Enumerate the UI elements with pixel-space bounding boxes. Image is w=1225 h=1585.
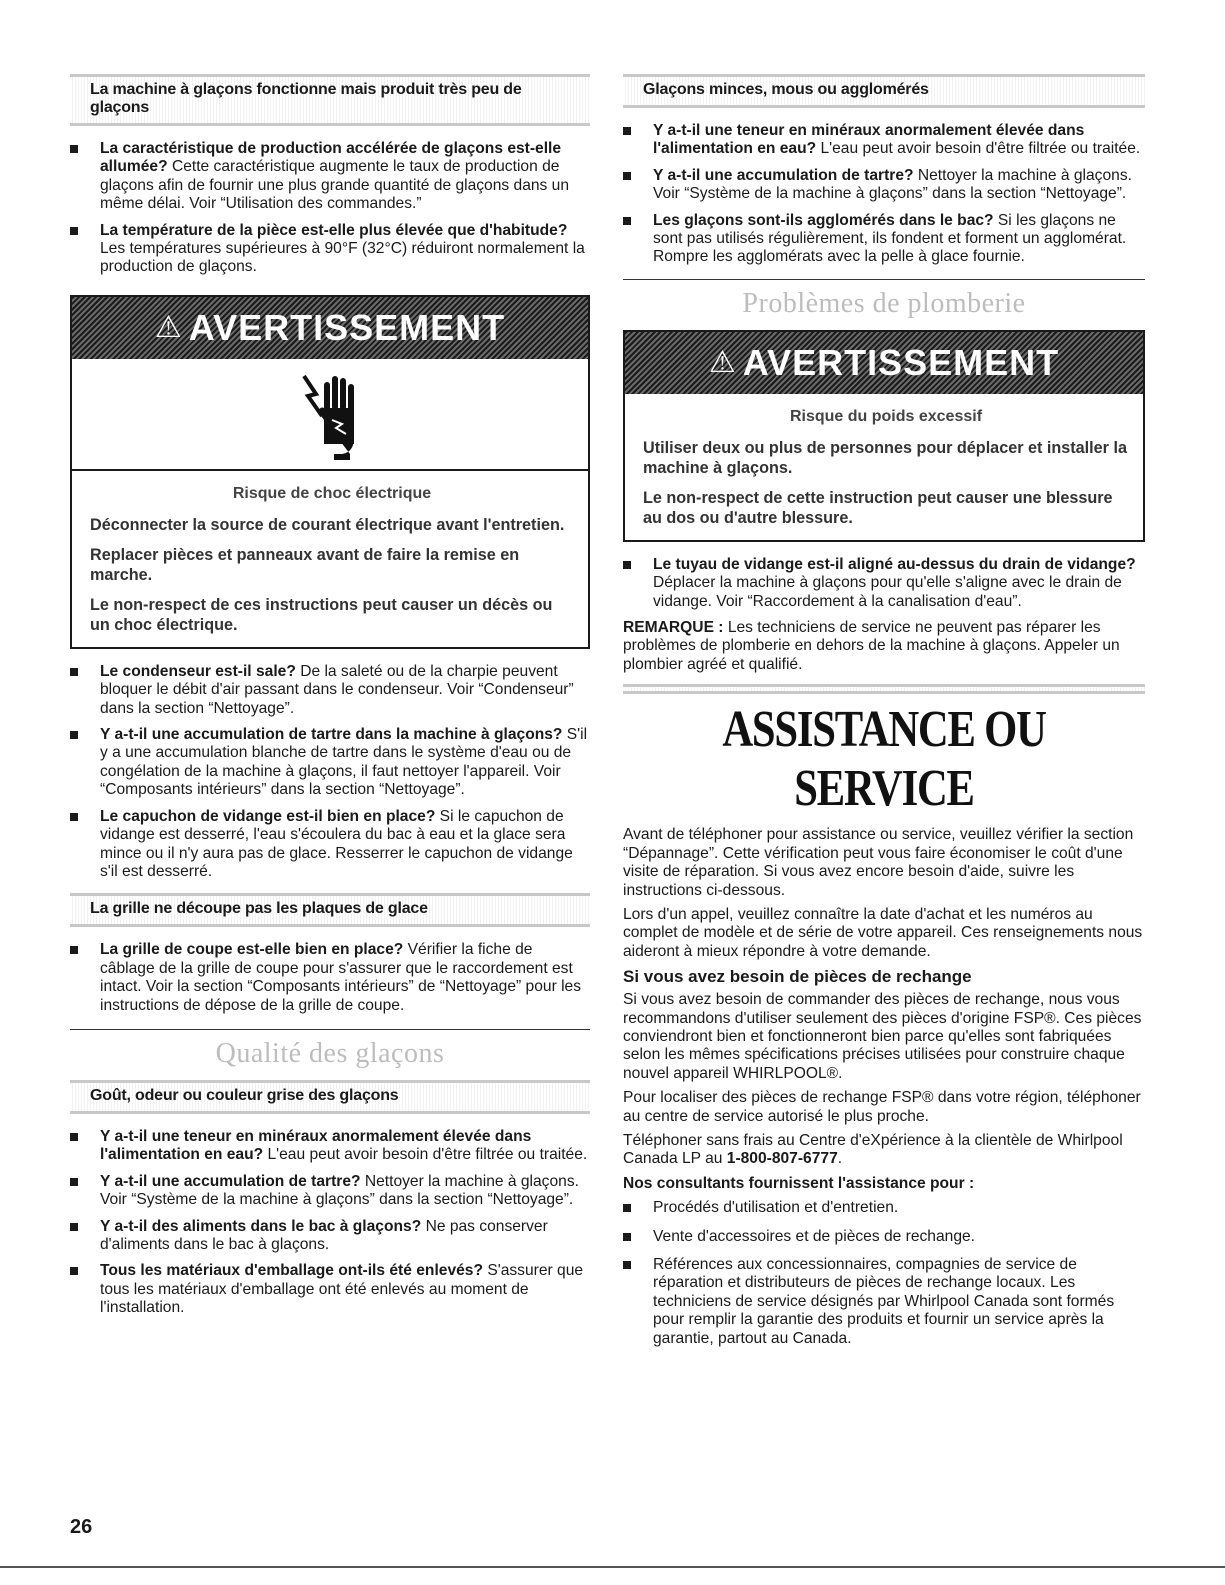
list-item — [70, 1262, 590, 1317]
bullet-square-icon — [70, 1223, 78, 1231]
subhead-band — [70, 74, 590, 126]
list-item — [623, 212, 1145, 267]
item-question: Le condenseur est-il sale? — [100, 662, 296, 680]
warning-triangle-icon: ⚠ — [154, 311, 183, 345]
warning-line: Le non-respect de ces instructions peut causer un décès ou un choc électrique. — [90, 595, 553, 634]
heading-parts: Si vous avez besoin de pièces de rechange — [623, 967, 972, 987]
paragraph: Si vous avez besoin de commander des pièces de rechange, nous vous recommandons d'utiliser seulement des pièces d'origine FSP®. Ces pièces conviendront bien et fonctionneront bien parce qu'elles sont fabriquées selon les mêmes spécifications précises utilisées pour construire chaque nouvel appareil WHIRLPOOL®. — [623, 991, 1142, 1082]
bullet-square-icon — [70, 668, 78, 676]
bullet-square-icon — [70, 1178, 78, 1186]
warning-header — [72, 297, 588, 359]
warning-line: Replacer pièces et panneaux avant de faire la remise en marche. — [90, 545, 520, 584]
warning-line: Déconnecter la source de courant électrique avant l'entretien. — [90, 515, 565, 534]
item-text: L'eau peut avoir besoin d'être filtrée ou traitée. — [816, 140, 1141, 158]
bullet-square-icon — [70, 731, 78, 739]
divider-band — [623, 684, 1145, 694]
item-text: Références aux concessionnaires, compagnies de service de réparation et distributeurs de pièces de rechange locaux. Les techniciens de service désignés par Whirlpool Canada sont formés pour remplir la garantie des produits et fournir un service après la garantie, partout au Canada. — [653, 1256, 1115, 1347]
item-text: S'il y a une accumulation blanche de tartre dans le système d'eau ou de congélation de la machine à glaçons, il faut nettoyer l'appareil. Voir “Composants intérieurs” dans la section “Nettoyage”. — [100, 726, 588, 799]
list-item — [70, 663, 590, 718]
subhead-band — [70, 1080, 590, 1114]
item-text: Si les glaçons ne sont pas utilisés régulièrement, ils fondent et forment un agglomérat. Rompre les agglomérats avec la pelle à glace fournie. — [653, 211, 1127, 266]
item-text: Vérifier la fiche de câblage de la grille de coupe pour s'assurer que le raccordement est intact. Voir la section “Composants intérieurs” de “Nettoyage” pour les instructions de dépose de la grille de coupe. — [100, 941, 582, 1014]
list-item — [70, 1173, 590, 1210]
bullet-square-icon — [623, 172, 631, 180]
item-question: Tous les matériaux d'emballage ont-ils été enlevés? — [100, 1262, 483, 1280]
item-question: La grille de coupe est-elle bien en place? — [100, 941, 404, 959]
list-item — [70, 808, 590, 882]
warning-line: Le non-respect de cette instruction peut causer une blessure au dos ou d'autre blessure. — [643, 488, 1113, 527]
bullet-square-icon — [623, 1261, 631, 1269]
item-text: Si le capuchon de vidange est desserré, l'eau s'écoulera du bac à eau et la glace sera mince ou il n'y aura pas de glace. Resserrer le capuchon de vidange s'il est desserré. — [100, 807, 573, 880]
page-number: 26 — [70, 1516, 93, 1538]
paragraph: Lors d'un appel, veuillez connaître la date d'achat et les numéros au complet de modèle et de série de votre appareil. Ces renseignements nous aideront à mieux répondre à votre demande. — [623, 905, 1143, 960]
list-item — [70, 941, 590, 1015]
bullet-square-icon — [70, 1133, 78, 1141]
item-text: Ne pas conserver d'aliments dans le bac à glaçons. — [100, 1217, 548, 1253]
item-question: Y a-t-il une teneur en minéraux anormalement élevée dans l'alimentation en eau? — [653, 122, 1085, 158]
item-question: La température de la pièce est-elle plus élevée que d'habitude? — [100, 221, 568, 239]
list-item — [623, 1228, 1145, 1246]
warning-triangle-icon: ⚠ — [708, 346, 737, 380]
warning-body — [72, 471, 588, 647]
paragraph: Avant de téléphoner pour assistance ou service, veuillez vérifier la section “Dépannage”. Cette vérification peut vous faire économiser le coût d'une visite de réparation. Si vous avez encore besoin d'aide, suivre les instructions ci-dessous. — [623, 826, 1134, 899]
item-question: Y a-t-il une teneur en minéraux anormalement élevée dans l'alimentation en eau? — [100, 1127, 532, 1164]
item-text: S'assurer que tous les matériaux d'emballage ont été enlevés au moment de l'installation. — [100, 1262, 584, 1317]
item-text: L'eau peut avoir besoin d'être filtrée ou traitée. — [263, 1146, 588, 1164]
warning-body — [625, 394, 1143, 540]
list-item — [70, 222, 590, 277]
warning-box-electric — [70, 295, 590, 649]
item-question: Y a-t-il une accumulation de tartre dans la machine à glaçons? — [100, 726, 563, 744]
list-item — [623, 1256, 1145, 1348]
bullet-square-icon — [70, 227, 78, 235]
bullet-square-icon — [70, 813, 78, 821]
list-item — [70, 1128, 590, 1165]
list-item — [623, 122, 1145, 159]
warning-title: Risque de choc électrique — [232, 484, 432, 502]
item-text: Cette caractéristique augmente le taux de production de glaçons afin de fournir une plus grande quantité de glaçons dans un même délai. Voir “Utilisation des commandes.” — [100, 158, 570, 213]
page-title-assistance: ASSISTANCE OU SERVICE — [722, 701, 1046, 818]
subhead-thin-ice: Glaçons minces, mous ou agglomérés — [643, 81, 929, 98]
item-question: Y a-t-il une accumulation de tartre? — [653, 166, 914, 184]
item-text: De la saleté ou de la charpie peuvent bloquer le débit d'air passant dans le condenseur. Voir “Condenseur” dans la section “Nettoyage”. — [100, 662, 574, 717]
subhead-low-production: La machine à glaçons fonctionne mais produit très peu de glaçons — [90, 81, 522, 116]
item-text: Les températures supérieures à 90°F (32°C) réduiront normalement la production de glaçons. — [100, 240, 585, 276]
bullet-square-icon — [623, 1233, 631, 1241]
section-title-ice-quality: Qualité des glaçons — [215, 1037, 445, 1069]
warning-title: Risque du poids excessif — [789, 407, 983, 425]
item-text: Nettoyer la machine à glaçons. Voir “Système de la machine à glaçons” dans la section “Nettoyage”. — [100, 1172, 579, 1209]
warning-box-weight — [623, 330, 1145, 542]
list-item — [623, 167, 1145, 204]
item-text: Déplacer la machine à glaçons pour qu'elle s'aligne avec le drain de vidange. Voir “Raccordement à la canalisation d'eau”. — [653, 574, 1122, 610]
bullet-square-icon — [70, 946, 78, 954]
paragraph-phone — [623, 1132, 1145, 1169]
bullet-square-icon — [70, 1267, 78, 1275]
list-item — [623, 1199, 1145, 1217]
warning-header — [625, 332, 1143, 394]
remarque-note — [623, 619, 1145, 674]
right-column — [623, 74, 1145, 1358]
section-title-plumbing: Problèmes de plomberie — [742, 287, 1026, 319]
remarque-label: REMARQUE : — [623, 619, 724, 637]
item-question: Les glaçons sont-ils agglomérés dans le bac? — [653, 211, 994, 229]
section-divider — [70, 1029, 590, 1030]
item-text: Procédés d'utilisation et d'entretien. — [653, 1199, 899, 1217]
phone-intro: Téléphoner sans frais au Centre d'eXpérience à la clientèle de Whirlpool Canada LP au — [623, 1131, 1123, 1168]
phone-number: 1-800-807-6777 — [726, 1150, 838, 1168]
list-item — [70, 140, 590, 214]
bullet-square-icon — [623, 127, 631, 135]
warning-header-label: AVERTISSEMENT — [188, 306, 506, 348]
item-question: Le tuyau de vidange est-il aligné au-dessus du drain de vidange? — [653, 555, 1136, 573]
left-column — [70, 74, 590, 1326]
subhead-band — [623, 74, 1145, 108]
warning-icon-area — [72, 359, 588, 471]
item-text: Nettoyer la machine à glaçons. Voir “Système de la machine à glaçons” dans la section “Nettoyage”. — [653, 166, 1132, 203]
item-question: Y a-t-il des aliments dans le bac à glaçons? — [100, 1217, 422, 1235]
bottom-rule — [0, 1566, 1225, 1568]
bullet-square-icon — [623, 1204, 631, 1212]
bullet-square-icon — [623, 217, 631, 225]
item-question: Y a-t-il une accumulation de tartre? — [100, 1172, 361, 1190]
subhead-grid: La grille ne découpe pas les plaques de glace — [90, 900, 428, 918]
list-item — [70, 1218, 590, 1255]
list-item — [70, 726, 590, 800]
item-question: La caractéristique de production accélérée de glaçons est-elle allumée? — [100, 140, 562, 176]
subhead-taste: Goût, odeur ou couleur grise des glaçons — [90, 1086, 399, 1104]
heading-consultants: Nos consultants fournissent l'assistance pour : — [623, 1174, 975, 1192]
section-divider — [623, 279, 1145, 280]
paragraph: Pour localiser des pièces de rechange FSP® dans votre région, téléphoner au centre de service autorisé le plus proche. — [623, 1089, 1141, 1125]
subhead-band — [70, 893, 590, 927]
phone-end: . — [837, 1150, 843, 1168]
item-question: Le capuchon de vidange est-il bien en place? — [100, 807, 436, 825]
warning-line: Utiliser deux ou plus de personnes pour déplacer et installer la machine à glaçons. — [643, 438, 1127, 477]
bullet-square-icon — [70, 145, 78, 153]
electric-shock-hand-icon — [298, 368, 362, 460]
list-item — [623, 556, 1145, 611]
item-text: Vente d'accessoires et de pièces de rechange. — [653, 1227, 975, 1245]
remarque-text: Les techniciens de service ne peuvent pas réparer les problèmes de plomberie en dehors de la machine à glaçons. Appeler un plombier agréé et qualifié. — [623, 619, 1120, 673]
bullet-square-icon — [623, 561, 631, 569]
warning-header-label: AVERTISSEMENT — [742, 341, 1060, 383]
